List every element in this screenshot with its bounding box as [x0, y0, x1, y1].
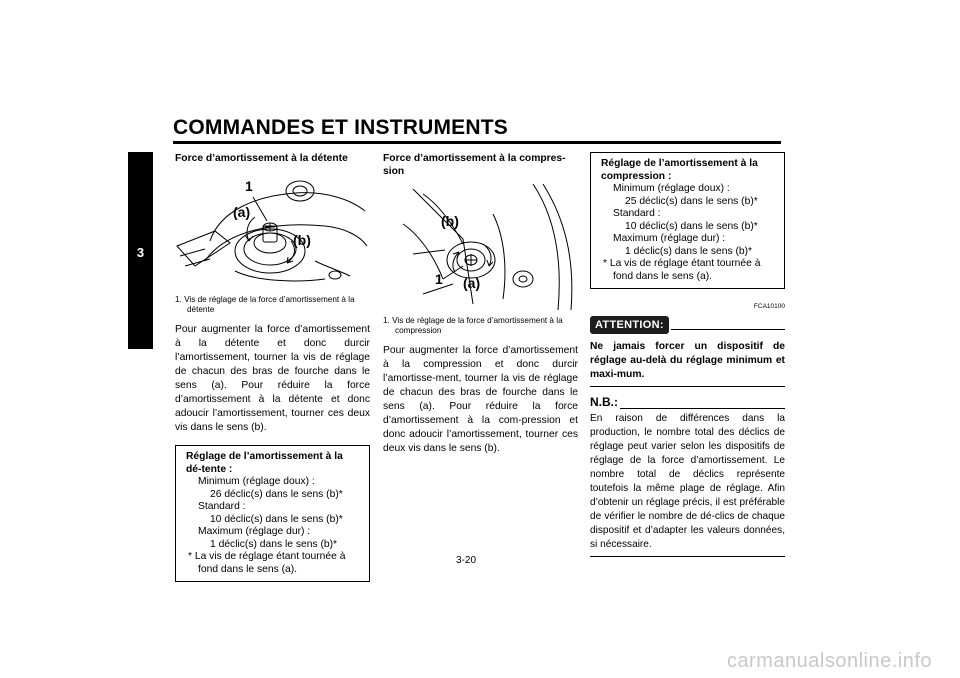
spec-note: * La vis de réglage étant tournée à fond dans le sens (a). [188, 551, 346, 575]
spec-std-label: Standard : [613, 208, 661, 219]
figure-compression [383, 184, 578, 310]
spec-std-label: Standard : [198, 501, 246, 512]
attention-badge: ATTENTION: [590, 316, 669, 334]
header-rule [173, 141, 781, 144]
attention-text: Ne jamais forcer un dispositif de réglage au-delà du réglage minimum et maxi-mum. [590, 341, 785, 380]
nb-text: En raison de différences dans la production, le nombre total des déclics de réglage peut varier selon les dispositifs de réglage de la force d’amortissement. Le nombre total de déclics représente toutefois la même plage de réglage. Afin d’obtenir un réglage précis, il est préférable de vérifier le nombre de dé-clics de chaque dispositif et d’adapter les valeurs données, si nécessaire. [590, 413, 785, 550]
fork-bottom-compression-adjuster-illustration [383, 184, 578, 310]
spec-min-label: Minimum (réglage doux) : [613, 183, 730, 194]
chapter-number: 3 [136, 245, 145, 260]
spec-min-value: 25 déclic(s) dans le sens (b)* [625, 195, 758, 207]
figure-rebound [175, 171, 370, 289]
page-title: COMMANDES ET INSTRUMENTS [173, 116, 508, 139]
spec-min-label: Minimum (réglage doux) : [198, 476, 315, 487]
spec-note: * La vis de réglage étant tournée à fond dans le sens (a). [603, 258, 761, 282]
page-header [173, 116, 781, 144]
figure-label-1: 1 [245, 178, 253, 194]
attention-bottom-rule [590, 386, 785, 387]
figure-label-b: (b) [441, 213, 459, 229]
spec-std-value: 10 déclic(s) dans le sens (b)* [210, 513, 343, 525]
page-number: 3-20 [456, 555, 477, 566]
section-title-rebound: Force d’amortissement à la détente [175, 153, 348, 164]
nb-rule [620, 408, 785, 409]
nb-label: N.B.: [590, 395, 618, 409]
spec-box-rebound [175, 445, 370, 582]
body-text-rebound: Pour augmenter la force d’amortissement à la détente et donc durcir l’amortissement, tourner la vis de réglage de chacun des bras de fourche dans le sens (a). Pour réduire la force d’amortissement à la détente et donc adoucir l’amortissement, tourner ces deux vis dans le sens (b). [175, 324, 370, 433]
spec-max-value: 1 déclic(s) dans le sens (b)* [210, 538, 338, 550]
figure-label-1: 1 [435, 271, 443, 287]
spec-box-compression [590, 152, 785, 289]
spec-title: Réglage de l’amortissement à la dé-tente : [186, 451, 343, 475]
fork-top-rebound-adjuster-illustration [175, 171, 370, 289]
attention-rule [671, 321, 785, 330]
figure-label-a: (a) [233, 204, 251, 220]
section-title-compression: Force d’amortissement à la compres-sion [383, 153, 566, 177]
watermark: carmanualsonline.info [726, 650, 932, 672]
chapter-tab [128, 152, 153, 349]
column-compression [383, 152, 578, 456]
figure-label-a: (a) [463, 275, 481, 291]
column-rebound [175, 152, 370, 582]
spec-title: Réglage de l’amortissement à la compression : [601, 158, 758, 182]
attention-code: FCA10100 [753, 303, 785, 310]
spec-min-value: 26 déclic(s) dans le sens (b)* [210, 488, 343, 500]
figure-label-b: (b) [293, 232, 311, 248]
column-notes [590, 152, 785, 557]
spec-max-label: Maximum (réglage dur) : [198, 526, 311, 537]
figure-caption-rebound: 1. Vis de réglage de la force d’amortissement à la détente [175, 295, 355, 314]
nb-bottom-rule [590, 556, 785, 557]
body-text-compression: Pour augmenter la force d’amortissement à la compression et donc durcir l’amortisse-ment, tourner la vis de réglage de chacun des bras de fourche dans le sens (a). Pour réduire la force d’amortissement à la com-pression et donc adoucir l’amortissement, tourner ces deux vis dans le sens (b). [383, 345, 578, 454]
spec-max-value: 1 déclic(s) dans le sens (b)* [625, 245, 753, 257]
figure-caption-compression: 1. Vis de réglage de la force d’amortissement à la compression [383, 316, 563, 335]
spec-max-label: Maximum (réglage dur) : [613, 233, 726, 244]
spec-std-value: 10 déclic(s) dans le sens (b)* [625, 220, 758, 232]
attention-header [590, 316, 785, 334]
nb-header [590, 395, 785, 409]
